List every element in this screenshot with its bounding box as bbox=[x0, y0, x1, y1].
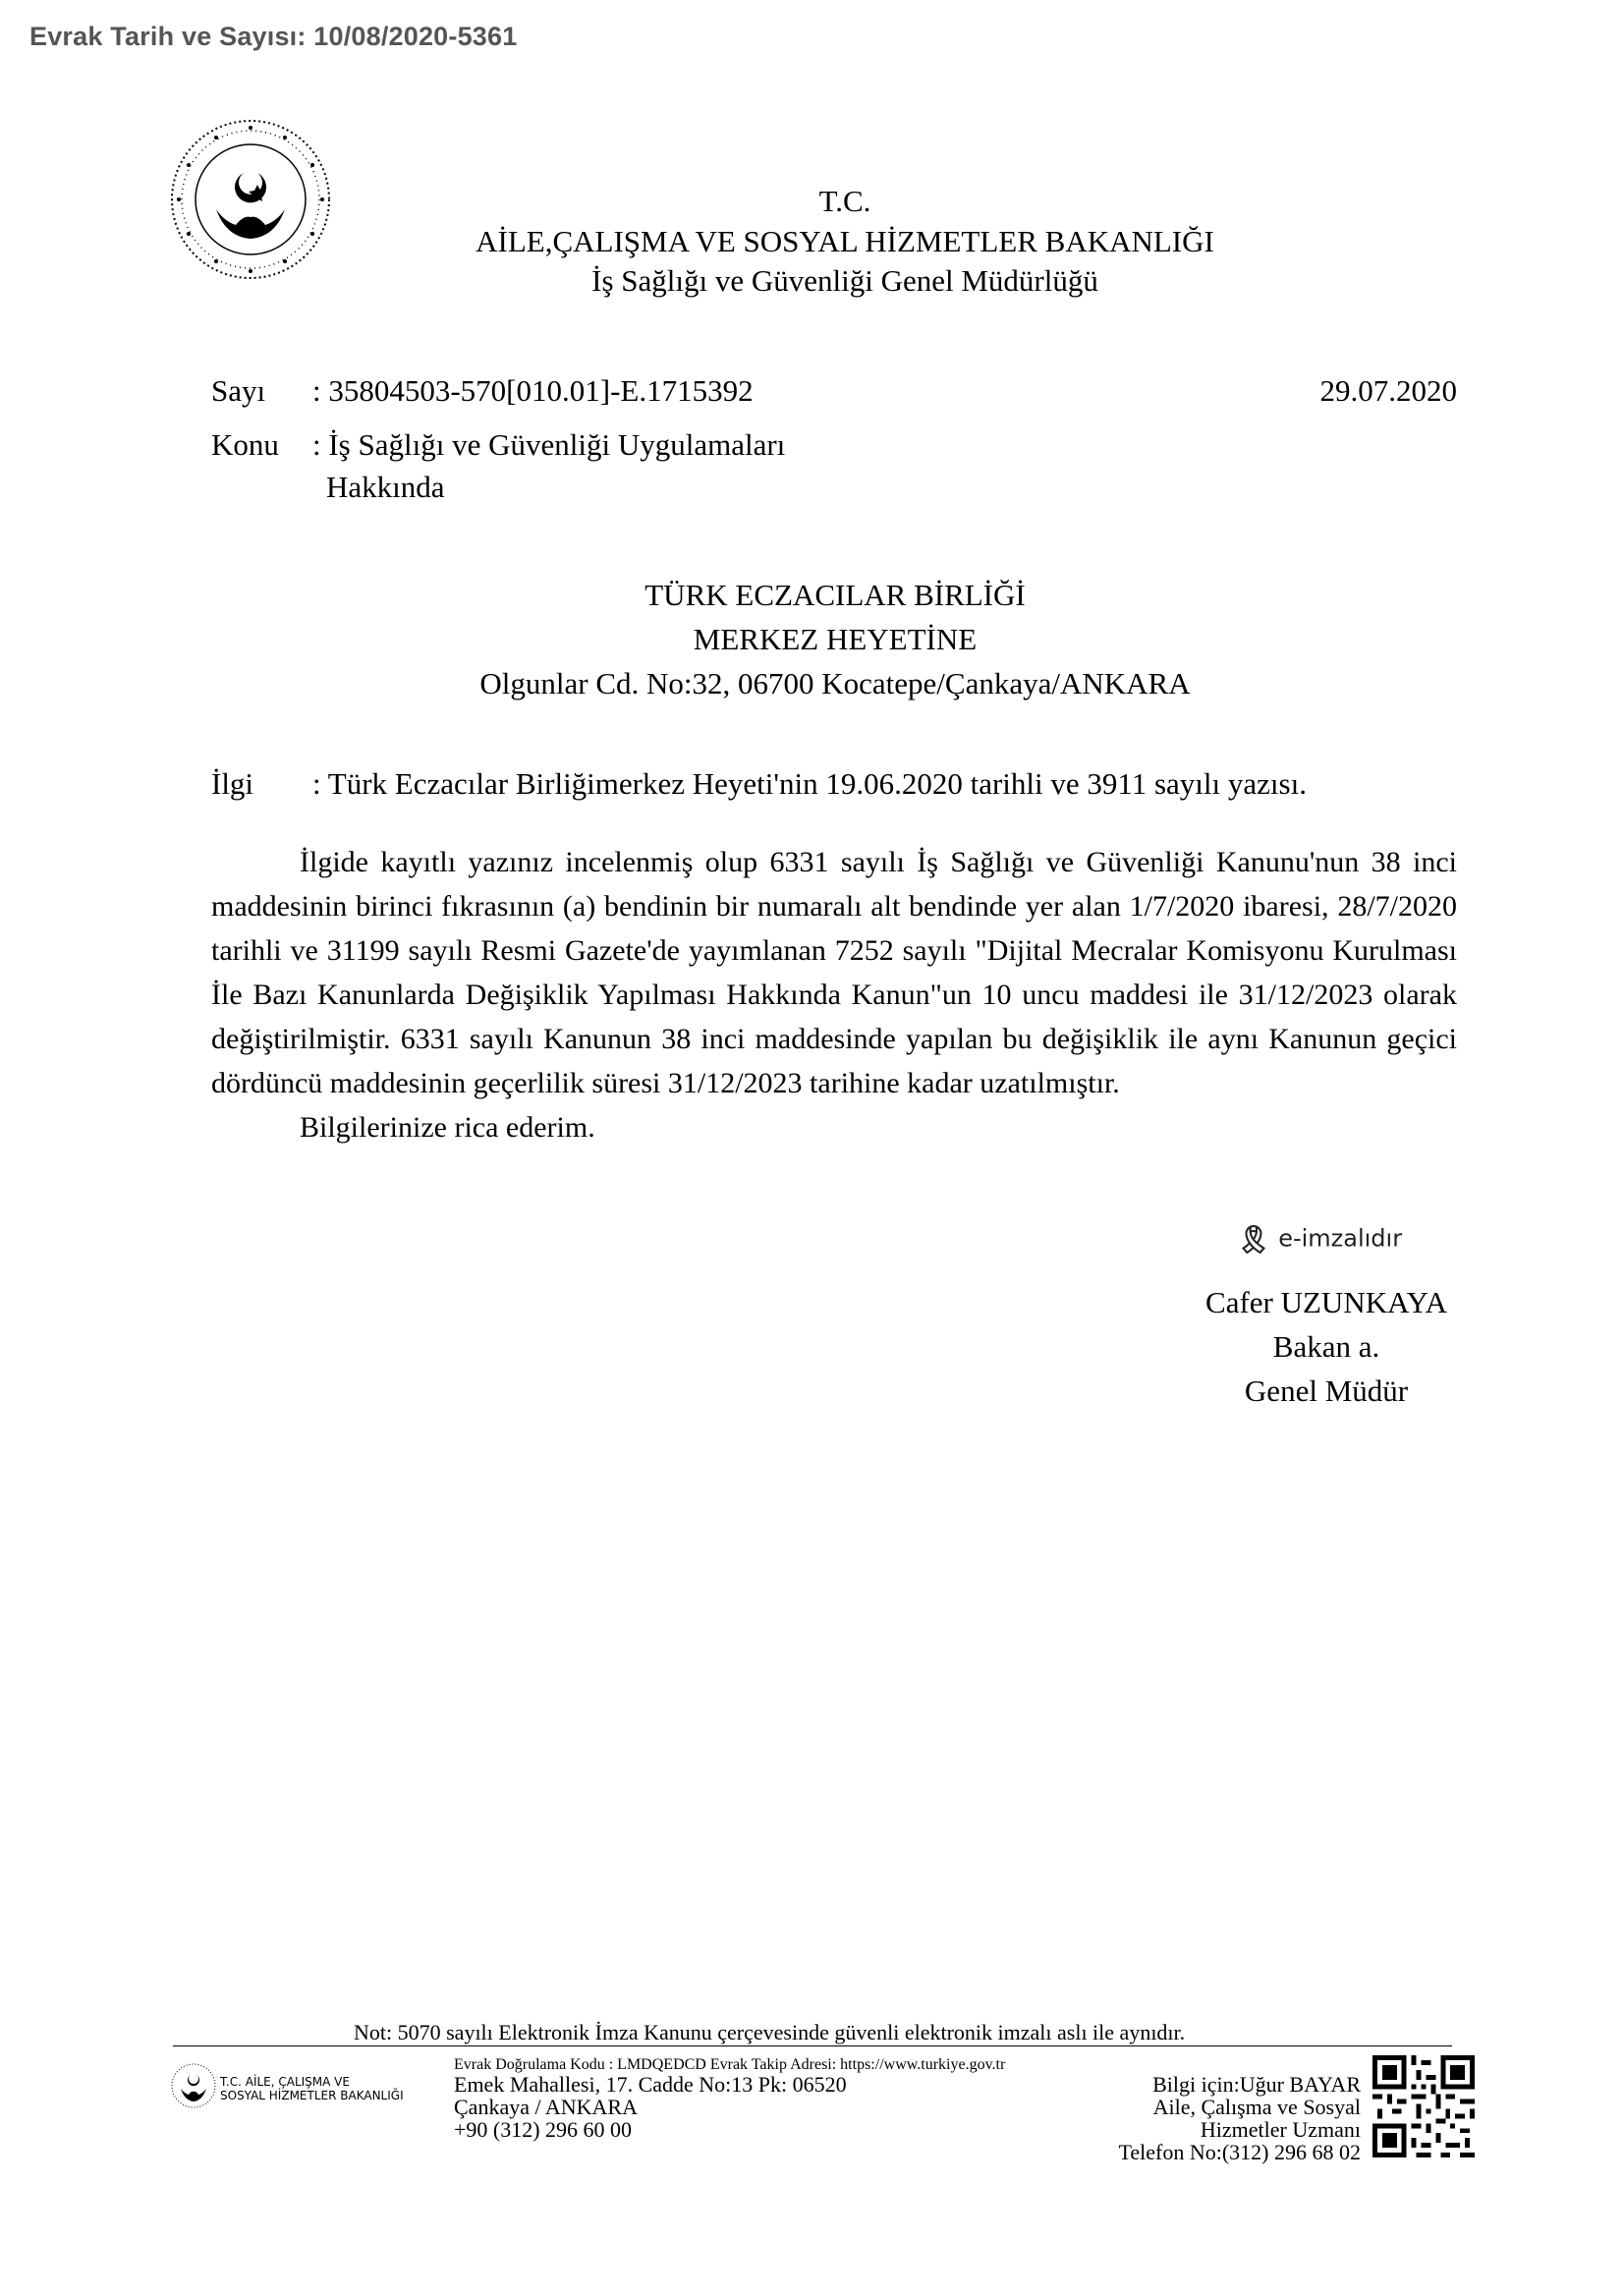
signatory-title1: Bakan a. bbox=[1272, 1329, 1380, 1364]
addressee-address: Olgunlar Cd. No:32, 06700 Kocatepe/Çankaya/ANKARA bbox=[479, 666, 1191, 700]
sayi-value: : 35804503-570[010.01]-E.1715392 bbox=[312, 373, 754, 408]
ribbon-icon: 🎗 bbox=[1236, 1223, 1271, 1256]
document-date: 29.07.2020 bbox=[1319, 373, 1457, 408]
contact-person: Bilgi için:Uğur BAYAR bbox=[1152, 2072, 1361, 2097]
footer-note: Not: 5070 sayılı Elektronik İmza Kanunu çerçevesinde güvenli elektronik imzalı aslı ile aynıdır. bbox=[354, 2020, 1186, 2044]
addressee-line2: MERKEZ HEYETİNE bbox=[693, 622, 978, 656]
e-signature-mark bbox=[1236, 1223, 1402, 1256]
contact-role: Hizmetler Uzmanı bbox=[1200, 2117, 1361, 2142]
ilgi-value: : Türk Eczacılar Birliğimerkez Heyeti'nin 19.06.2020 tarihli ve 3911 sayılı yazısı. bbox=[312, 766, 1307, 801]
header-ministry: AİLE,ÇALIŞMA VE SOSYAL HİZMETLER BAKANLIĞI bbox=[476, 224, 1214, 258]
addressee-line1: TÜRK ECZACILAR BİRLİĞİ bbox=[644, 578, 1026, 612]
konu-value-continued: Hakkında bbox=[326, 470, 445, 504]
footer-org-line1: T.C. AİLE, ÇALIŞMA VE bbox=[220, 2075, 350, 2089]
konu-value: : İş Sağlığı ve Güvenliği Uygulamaları bbox=[312, 427, 786, 462]
document-date-stamp: Evrak Tarih ve Sayısı: 10/08/2020-5361 bbox=[29, 22, 518, 51]
ilgi-label: İlgi bbox=[211, 766, 254, 801]
footer-divider bbox=[173, 2045, 1452, 2046]
header-tc: T.C. bbox=[818, 184, 871, 218]
header-directorate: İş Sağlığı ve Güvenliği Genel Müdürlüğü bbox=[591, 263, 1098, 298]
footer-ministry-logo bbox=[169, 2055, 218, 2116]
qr-code bbox=[1372, 2055, 1475, 2157]
footer-org-name bbox=[220, 2075, 404, 2102]
contact-phone: Telefon No:(312) 296 68 02 bbox=[1118, 2140, 1361, 2164]
konu-label: Konu bbox=[211, 427, 279, 462]
phone-number: +90 (312) 296 60 00 bbox=[454, 2117, 633, 2142]
address-line1: Emek Mahallesi, 17. Cadde No:13 Pk: 06520 bbox=[454, 2072, 847, 2097]
footer-org-line2: SOSYAL HİZMETLER BAKANLIĞI bbox=[220, 2089, 404, 2102]
address-line2: Çankaya / ANKARA bbox=[454, 2095, 638, 2119]
ministry-logo bbox=[167, 116, 334, 283]
letter-body bbox=[211, 840, 1457, 1149]
sayi-label: Sayı bbox=[211, 373, 266, 408]
e-signature-label: e-imzalıdır bbox=[1278, 1224, 1403, 1253]
verification-code: Evrak Doğrulama Kodu : LMDQEDCD Evrak Takip Adresi: https://www.turkiye.gov.tr bbox=[454, 2056, 1006, 2073]
signatory-title2: Genel Müdür bbox=[1244, 1373, 1409, 1408]
signatory-name: Cafer UZUNKAYA bbox=[1205, 1285, 1447, 1319]
body-paragraph: İlgide kayıtlı yazınız incelenmiş olup 6331 sayılı İş Sağlığı ve Güvenliği Kanunu'nun 38 inci maddesinin birinci fıkrasının (a) bendinin bir numaralı alt bendinde yer alan 1/7/2020 ibaresi, 28/7/2020 tarihli ve 31199 sayılı Resmi Gazete'de yayımlanan 7252 sayılı "Dijital Mecralar Komisyonu Kurulması İle Bazı Kanunlarda Değişiklik Yapılması Hakkında Kanun"un 10 uncu maddesi ile 31/12/2023 olarak değiştirilmiştir. 6331 sayılı Kanunun 38 inci maddesinde yapılan bu değişiklik ile aynı Kanunun geçici dördüncü maddesinin geçerlilik süresi 31/12/2023 tarihine kadar uzatılmıştır. bbox=[211, 846, 1457, 1099]
closing-paragraph: Bilgilerinize rica ederim. bbox=[300, 1111, 595, 1144]
contact-org: Aile, Çalışma ve Sosyal bbox=[1152, 2095, 1361, 2119]
